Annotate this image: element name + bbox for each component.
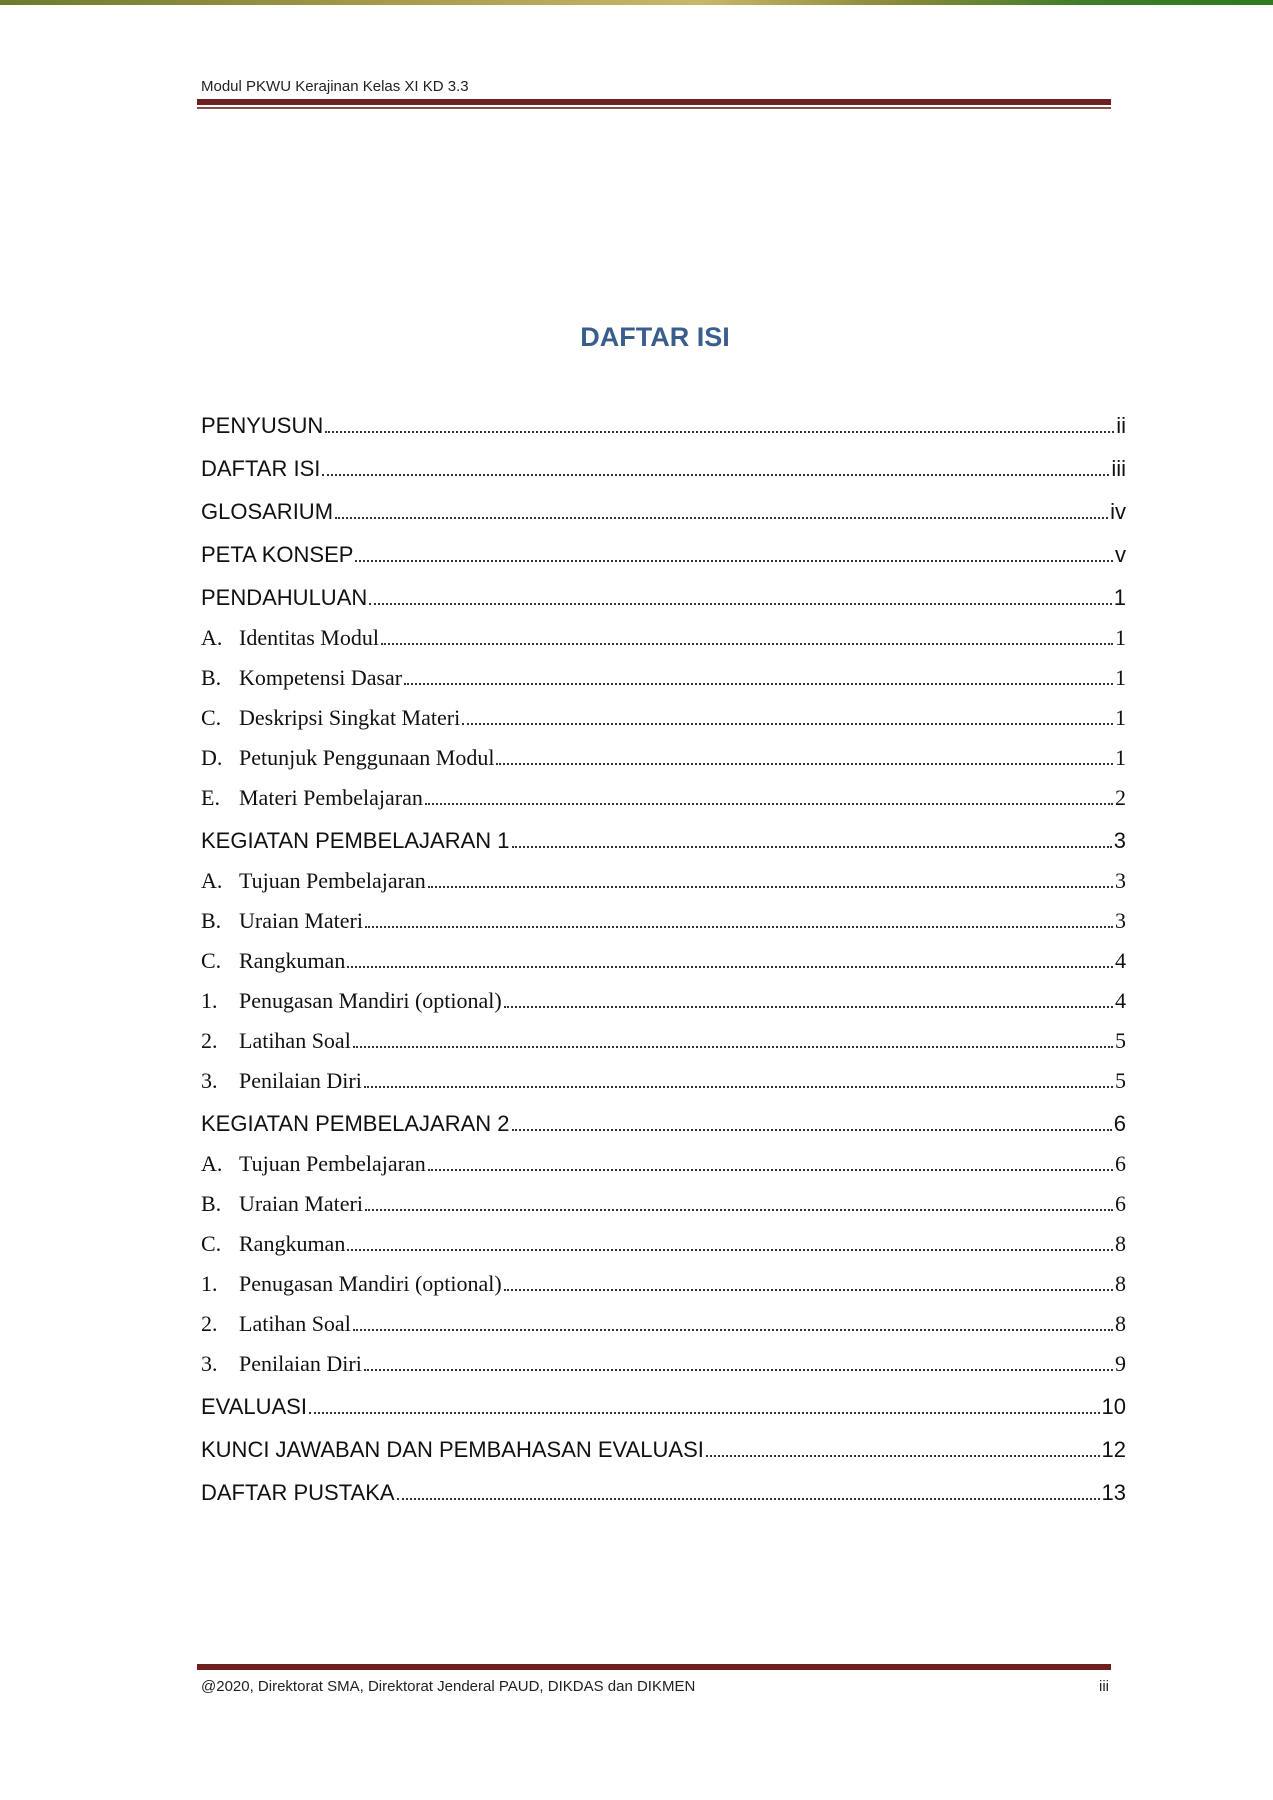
toc-entry[interactable] [201, 482, 1126, 525]
toc-entry-label: Identitas Modul [239, 625, 379, 650]
toc-entry-marker: C. [201, 705, 222, 730]
toc-entry-label: Petunjuk Penggunaan Modul [239, 745, 495, 770]
toc-entry-page: 10 [1101, 1394, 1126, 1419]
toc-entry-page: 5 [1115, 1028, 1126, 1053]
toc-entry-page: 4 [1115, 988, 1126, 1013]
toc-entry-label: EVALUASI [201, 1394, 307, 1419]
toc-entry[interactable] [201, 854, 1126, 894]
toc-entry[interactable] [201, 691, 1126, 731]
toc-entry-label: Penilaian Diri [239, 1068, 362, 1093]
toc-entry[interactable] [201, 934, 1126, 974]
toc-entry-page: 4 [1115, 948, 1126, 973]
toc-entry[interactable] [201, 1054, 1126, 1094]
toc-entry-marker: E. [201, 785, 220, 810]
toc-dot-leader [347, 965, 1113, 968]
toc-entry-page: 6 [1115, 1191, 1126, 1216]
toc-entry-page: v [1115, 542, 1126, 567]
toc-dot-leader [428, 885, 1113, 888]
toc-entry-marker: 3. [201, 1351, 218, 1376]
toc-entry-label: DAFTAR PUSTAKA [201, 1480, 395, 1505]
toc-entry-label: Rangkuman [239, 1231, 346, 1256]
toc-entry-page: 8 [1115, 1311, 1126, 1336]
toc-entry[interactable] [201, 1377, 1126, 1420]
toc-dot-leader [404, 682, 1113, 685]
toc-entry[interactable] [201, 974, 1126, 1014]
toc-dot-leader [428, 1168, 1113, 1171]
header-rule [197, 99, 1111, 109]
toc-entry-label: Uraian Materi [239, 1191, 363, 1216]
toc-entry-marker: 2. [201, 1311, 218, 1336]
toc-dot-leader [355, 559, 1113, 562]
toc-entry[interactable] [201, 396, 1126, 439]
toc-dot-leader [381, 642, 1113, 645]
toc-entry-label: KUNCI JAWABAN DAN PEMBAHASAN EVALUASI [201, 1437, 704, 1462]
toc-entry-marker: A. [201, 1151, 223, 1176]
toc-dot-leader [512, 845, 1112, 848]
toc-entry-marker: 2. [201, 1028, 218, 1053]
toc-entry[interactable] [201, 611, 1126, 651]
footer-page-number: iii [1099, 1678, 1109, 1695]
toc-entry[interactable] [201, 731, 1126, 771]
toc-entry[interactable] [201, 1297, 1126, 1337]
toc-entry-label: KEGIATAN PEMBELAJARAN 2 [201, 1111, 510, 1136]
toc-entry[interactable] [201, 525, 1126, 568]
toc-dot-leader [335, 516, 1108, 519]
toc-entry[interactable] [201, 1463, 1126, 1506]
toc-entry-marker: B. [201, 908, 222, 933]
toc-entry-label: Latihan Soal [239, 1311, 351, 1336]
toc-entry[interactable] [201, 1137, 1126, 1177]
toc-entry-label: Deskripsi Singkat Materi [239, 705, 461, 730]
toc-entry-page: 1 [1115, 625, 1126, 650]
toc-entry-label: Tujuan Pembelajaran [239, 868, 426, 893]
toc-dot-leader [397, 1497, 1100, 1500]
toc-entry-page: 1 [1113, 585, 1126, 610]
toc-entry-label: Penugasan Mandiri (optional) [239, 988, 502, 1013]
toc-entry-page: 2 [1115, 785, 1126, 810]
toc-entry-label: DAFTAR ISI [201, 456, 321, 481]
toc-entry-marker: 3. [201, 1068, 218, 1093]
toc-entry-label: Latihan Soal [239, 1028, 351, 1053]
footer-text: @2020, Direktorat SMA, Direktorat Jenderal PAUD, DIKDAS dan DIKMEN [201, 1678, 696, 1695]
running-header: Modul PKWU Kerajinan Kelas XI KD 3.3 [201, 78, 469, 95]
toc-entry-label: PETA KONSEP [201, 542, 354, 567]
toc-entry-page: 3 [1115, 908, 1126, 933]
toc-entry-page: 6 [1115, 1151, 1126, 1176]
toc-dot-leader [369, 602, 1111, 605]
toc-entry[interactable] [201, 1014, 1126, 1054]
toc-dot-leader [365, 1208, 1113, 1211]
toc-dot-leader [504, 1288, 1113, 1291]
toc-dot-leader [353, 1328, 1113, 1331]
toc-entry-page: 12 [1101, 1437, 1126, 1462]
toc-entry[interactable] [201, 568, 1126, 611]
toc-entry-marker: 1. [201, 988, 218, 1013]
toc-entry-label: Uraian Materi [239, 908, 363, 933]
toc-entry-page: 5 [1115, 1068, 1126, 1093]
toc-dot-leader [706, 1454, 1100, 1457]
toc-entry-label: Materi Pembelajaran [239, 785, 423, 810]
toc-entry-marker: C. [201, 1231, 222, 1256]
toc-entry-marker: 1. [201, 1271, 218, 1296]
toc-dot-leader [322, 473, 1109, 476]
table-of-contents [201, 396, 1126, 1506]
toc-dot-leader [462, 722, 1113, 725]
toc-dot-leader [496, 762, 1113, 765]
toc-entry[interactable] [201, 811, 1126, 854]
toc-dot-leader [364, 1085, 1113, 1088]
toc-dot-leader [504, 1005, 1113, 1008]
toc-entry[interactable] [201, 1420, 1126, 1463]
toc-entry-marker: C. [201, 948, 222, 973]
toc-entry-page: 3 [1115, 868, 1126, 893]
toc-entry-label: Penilaian Diri [239, 1351, 362, 1376]
toc-entry-marker: B. [201, 665, 222, 690]
toc-dot-leader [364, 1368, 1113, 1371]
toc-entry-page: 3 [1113, 828, 1126, 853]
toc-entry-label: PENYUSUN [201, 413, 324, 438]
toc-entry[interactable] [201, 1177, 1126, 1217]
toc-entry-page: 1 [1115, 665, 1126, 690]
toc-entry-label: GLOSARIUM [201, 499, 334, 524]
toc-entry-label: PENDAHULUAN [201, 585, 368, 610]
toc-dot-leader [353, 1045, 1113, 1048]
toc-dot-leader [425, 802, 1113, 805]
toc-entry-label: Kompetensi Dasar [239, 665, 403, 690]
toc-entry-page: 13 [1101, 1480, 1126, 1505]
page-title: DAFTAR ISI [580, 322, 730, 352]
toc-entry-label: Tujuan Pembelajaran [239, 1151, 426, 1176]
toc-entry[interactable] [201, 1257, 1126, 1297]
toc-entry-label: Penugasan Mandiri (optional) [239, 1271, 502, 1296]
footer-rule [197, 1664, 1111, 1670]
toc-entry-marker: A. [201, 868, 223, 893]
toc-entry-page: ii [1116, 413, 1126, 438]
toc-entry-page: 1 [1115, 705, 1126, 730]
toc-entry-page: 8 [1115, 1231, 1126, 1256]
toc-entry[interactable] [201, 439, 1126, 482]
toc-entry-marker: D. [201, 745, 223, 770]
toc-entry[interactable] [201, 1094, 1126, 1137]
toc-entry[interactable] [201, 894, 1126, 934]
toc-entry-label: KEGIATAN PEMBELAJARAN 1 [201, 828, 510, 853]
top-decorative-strip [0, 0, 1273, 5]
toc-entry[interactable] [201, 651, 1126, 691]
toc-entry-label: Rangkuman [239, 948, 346, 973]
toc-entry-page: iv [1110, 499, 1126, 524]
toc-entry-marker: A. [201, 625, 223, 650]
toc-entry-page: 6 [1113, 1111, 1126, 1136]
toc-entry[interactable] [201, 771, 1126, 811]
toc-dot-leader [512, 1128, 1112, 1131]
footer [201, 1678, 1111, 1695]
toc-entry-page: 8 [1115, 1271, 1126, 1296]
toc-entry-page: 9 [1115, 1351, 1126, 1376]
toc-entry[interactable] [201, 1337, 1126, 1377]
toc-dot-leader [365, 925, 1113, 928]
toc-dot-leader [347, 1248, 1113, 1251]
toc-dot-leader [325, 430, 1114, 433]
toc-dot-leader [309, 1411, 1100, 1414]
toc-entry-marker: B. [201, 1191, 222, 1216]
toc-entry-page: iii [1111, 456, 1126, 481]
toc-entry-page: 1 [1115, 745, 1126, 770]
toc-entry[interactable] [201, 1217, 1126, 1257]
